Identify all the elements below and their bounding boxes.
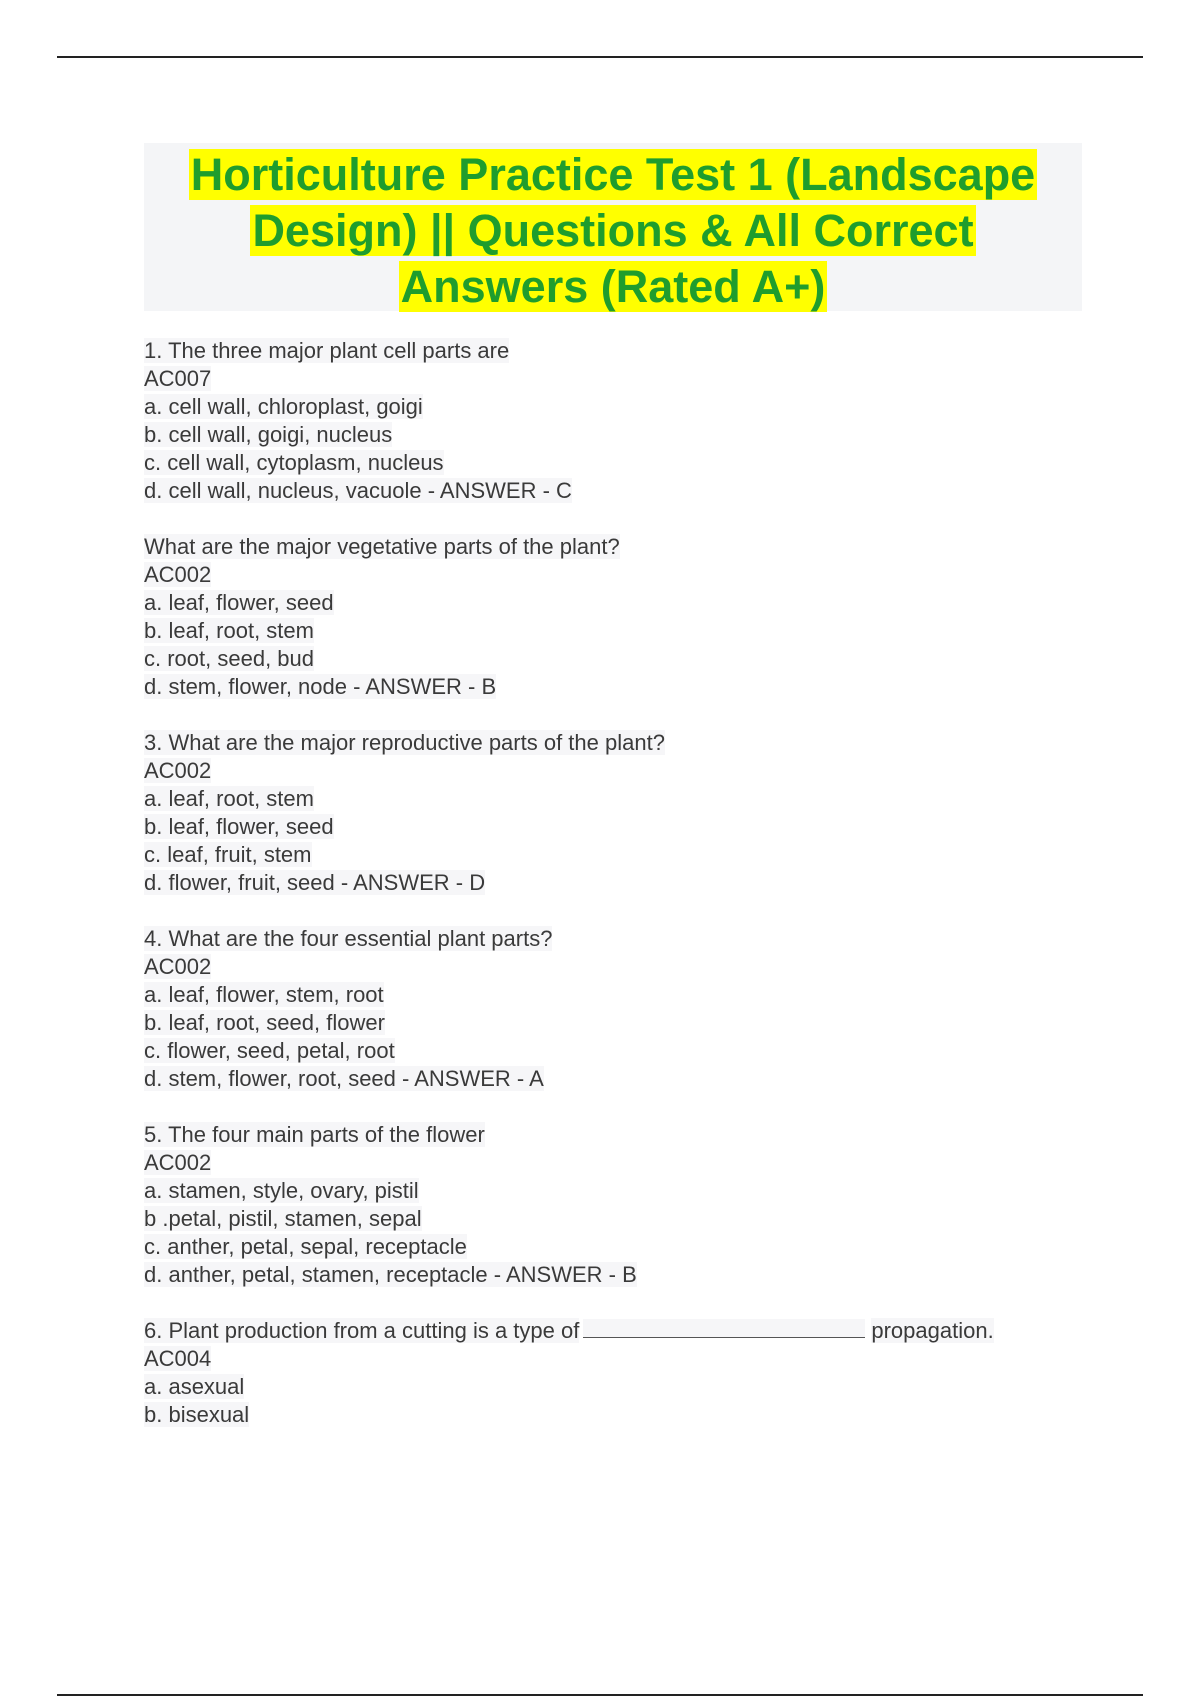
question-prompt: 3. What are the major reproductive parts of the plant? [144, 730, 665, 755]
question-prompt-end: propagation. [871, 1318, 994, 1343]
question-prompt: 4. What are the four essential plant parts? [144, 926, 553, 951]
question-code: AC007 [144, 366, 212, 391]
answer-option: b. leaf, root, stem [144, 618, 314, 643]
question-1 [144, 337, 1104, 505]
title-block [144, 143, 1082, 311]
question-code: AC002 [144, 562, 212, 587]
answer-option: d. stem, flower, node - ANSWER - B [144, 674, 497, 699]
question-code: AC002 [144, 758, 212, 783]
title-line-3: Answers (Rated A+) [400, 261, 826, 312]
answer-option: c. root, seed, bud [144, 646, 314, 671]
answer-option: c. anther, petal, sepal, receptacle [144, 1234, 467, 1259]
top-rule [57, 56, 1143, 58]
answer-option: b .petal, pistil, stamen, sepal [144, 1206, 422, 1231]
question-code: AC002 [144, 954, 212, 979]
question-prompt: What are the major vegetative parts of the plant? [144, 534, 620, 559]
answer-option: b. bisexual [144, 1402, 250, 1427]
question-6 [144, 1317, 1104, 1429]
question-code: AC004 [144, 1346, 212, 1371]
answer-option: c. leaf, fruit, stem [144, 842, 312, 867]
fill-in-blank [583, 1319, 865, 1338]
question-3 [144, 729, 1104, 897]
answer-option: b. leaf, root, seed, flower [144, 1010, 385, 1035]
answer-option: c. flower, seed, petal, root [144, 1038, 395, 1063]
answer-option: a. leaf, flower, seed [144, 590, 334, 615]
question-prompt: 1. The three major plant cell parts are [144, 338, 510, 363]
answer-option: a. asexual [144, 1374, 245, 1399]
title-line-2: Design) || Questions & All Correct [252, 205, 974, 256]
bottom-rule [57, 1694, 1143, 1696]
question-4 [144, 925, 1104, 1093]
question-prompt-start: 6. Plant production from a cutting is a type of [144, 1318, 580, 1343]
answer-option: a. stamen, style, ovary, pistil [144, 1178, 419, 1203]
title-line-1: Horticulture Practice Test 1 (Landscape [190, 149, 1036, 200]
answer-option: a. cell wall, chloroplast, goigi [144, 394, 423, 419]
question-list [144, 337, 1104, 1457]
answer-option: a. leaf, flower, stem, root [144, 982, 384, 1007]
answer-option: d. cell wall, nucleus, vacuole - ANSWER - C [144, 478, 572, 503]
answer-option: a. leaf, root, stem [144, 786, 314, 811]
answer-option: d. stem, flower, root, seed - ANSWER - A [144, 1066, 544, 1091]
question-prompt: 5. The four main parts of the flower [144, 1122, 485, 1147]
answer-option: d. flower, fruit, seed - ANSWER - D [144, 870, 486, 895]
question-5 [144, 1121, 1104, 1289]
answer-option: b. leaf, flower, seed [144, 814, 334, 839]
question-2 [144, 533, 1104, 701]
answer-option: b. cell wall, goigi, nucleus [144, 422, 393, 447]
question-code: AC002 [144, 1150, 212, 1175]
answer-option: c. cell wall, cytoplasm, nucleus [144, 450, 444, 475]
document-title [144, 147, 1082, 315]
answer-option: d. anther, petal, stamen, receptacle - ANSWER - B [144, 1262, 637, 1287]
